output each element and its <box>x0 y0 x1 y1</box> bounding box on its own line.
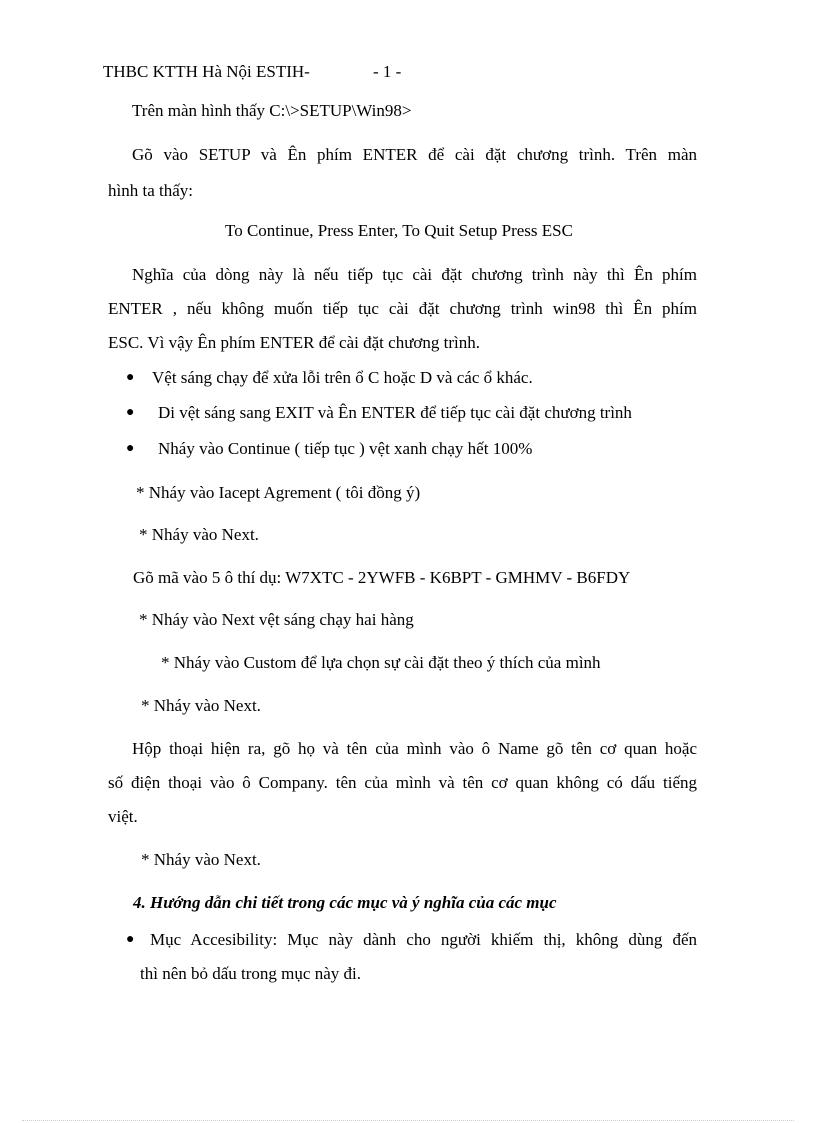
header-page-number: - 1 - <box>373 62 402 81</box>
bullet-icon: ● <box>126 932 135 947</box>
list-item: Vệt sáng chạy để xửa lỗi trên ổ C hoặc D và các ổ khác. <box>152 368 533 387</box>
text-line: * Nháy vào Next vệt sáng chạy hai hàng <box>139 610 414 629</box>
bullet-icon: ● <box>126 405 135 420</box>
text-line: ESC. Vì vậy Ên phím ENTER để cài đặt chương trình. <box>108 333 480 352</box>
text-line: * Nháy vào Custom để lựa chọn sự cài đặt theo ý thích của mình <box>161 653 601 672</box>
text-line: hình ta thấy: <box>108 181 193 200</box>
list-item: Nháy vào Continue ( tiếp tục ) vệt xanh chạy hết 100% <box>158 439 533 458</box>
bullet-icon: ● <box>126 370 135 385</box>
text-line: số điện thoại vào ô Company. tên của mình và tên cơ quan không có dấu tiếng <box>108 773 697 792</box>
centered-line: To Continue, Press Enter, To Quit Setup Press ESC <box>225 221 573 240</box>
list-item: Di vệt sáng sang EXIT và Ên ENTER để tiếp tục cài đặt chương trình <box>158 403 632 422</box>
page-edge-rule <box>22 1120 794 1121</box>
text-line: Trên màn hình thấy C:\>SETUP\Win98> <box>132 101 412 120</box>
bullet-icon: ● <box>126 441 135 456</box>
text-line: ENTER , nếu không muốn tiếp tục cài đặt chương trình win98 thì Ên phím <box>108 299 697 318</box>
header-title: THBC KTTH Hà Nội ESTIH- <box>103 62 310 81</box>
text-line: * Nháy vào Next. <box>141 850 261 869</box>
list-item: Mục Accesibility: Mục này dành cho người khiếm thị, không dùng đến <box>150 930 697 949</box>
text-line: * Nháy vào Iacept Agrement ( tôi đồng ý) <box>136 483 421 502</box>
text-line: việt. <box>108 807 138 826</box>
text-line: Nghĩa của dòng này là nếu tiếp tục cài đặt chương trình này thì Ên phím <box>132 265 697 284</box>
text-line: * Nháy vào Next. <box>139 525 259 544</box>
text-line: Gõ mã vào 5 ô thí dụ: W7XTC - 2YWFB - K6BPT - GMHMV - B6FDY <box>133 568 631 587</box>
text-line: Hộp thoại hiện ra, gõ họ và tên của mình vào ô Name gõ tên cơ quan hoặc <box>132 739 697 758</box>
section-heading: 4. Hướng dẫn chi tiết trong các mục và ý nghĩa của các mục <box>133 893 557 912</box>
list-item-continuation: thì nên bỏ dấu trong mục này đi. <box>140 964 361 983</box>
text-line: * Nháy vào Next. <box>141 696 261 715</box>
text-line: Gõ vào SETUP và Ên phím ENTER để cài đặt chương trình. Trên màn <box>132 145 697 164</box>
